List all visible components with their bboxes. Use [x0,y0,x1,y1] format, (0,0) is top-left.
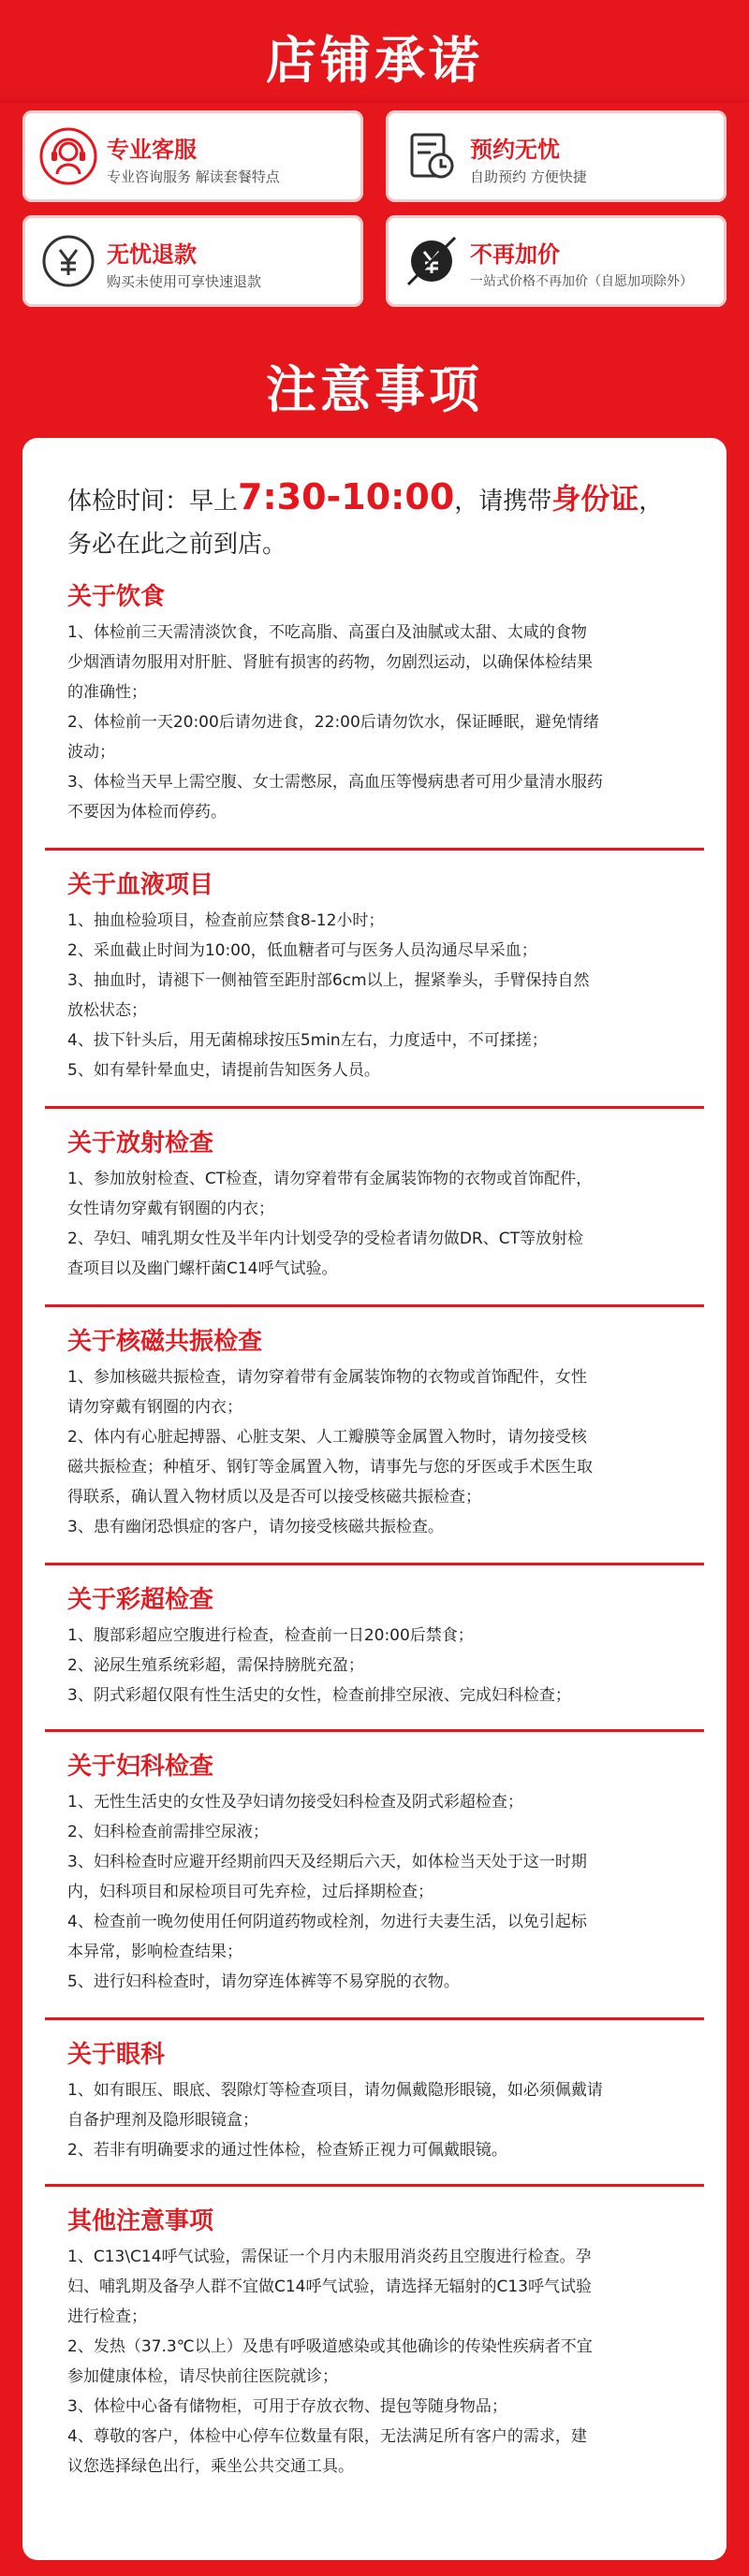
promise-card-title: 预约无忧 [470,137,560,163]
section-divider [45,1304,704,1307]
section-item: 3、抽血时，请褪下一侧袖管至距肘部6cm以上，握紧拳头，手臂保持自然 [67,971,590,990]
section-item: 2、若非有明确要求的通过性体检，检查矫正视力可佩戴眼镜。 [67,2141,507,2160]
notes-title: 注意事项 [266,360,483,419]
exam-time-end: ， [639,488,664,516]
section-item: 2、孕妇、哺乳期女性及半年内计划受孕的受检者请勿做DR、CT等放射检 [67,1230,583,1248]
id-card-emphasis: 身份证 [551,483,639,517]
section-divider [45,2184,704,2187]
section-title: 关于放射检查 [67,1129,214,1157]
section-item: 妇、哺乳期及备孕人群不宜做C14呼气试验，请选择无辐射的C13呼气试验 [67,2278,593,2296]
section-title: 关于核磁共振检查 [67,1328,263,1356]
exam-time-notice [67,475,685,566]
section-item: 查项目以及幽门螺杆菌C14呼气试验。 [67,1259,338,1278]
headset-service-icon [39,127,97,185]
section-item: 议您选择绿色出行，乘坐公共交通工具。 [67,2457,354,2476]
section-item: 1、如有眼压、眼底、裂隙灯等检查项目，请勿佩戴隐形眼镜，如必须佩戴请 [67,2081,603,2100]
section-other [67,2201,685,2481]
section-mri [67,1321,685,1542]
section-item: 1、C13\C14呼气试验，需保证一个月内未服用消炎药且空腹进行检查。孕 [67,2248,592,2266]
section-title: 关于血液项目 [67,871,214,899]
section-item: 3、体检当天早上需空腹、女士需憋尿，高血压等慢病患者可用少量清水服药 [67,773,603,792]
section-title: 关于眼科 [67,2041,166,2069]
section-title: 关于饮食 [67,583,166,611]
section-item: 本异常，影响检查结果； [67,1943,242,1961]
section-gynecology [67,1746,685,1997]
section-item: 内，妇科项目和尿检项目可先弃检，过后择期检查； [67,1883,433,1901]
section-item: 1、体检前三天需清淡饮食，不吃高脂、高蛋白及油腻或太甜、太咸的食物 [67,623,587,642]
section-item: 波动； [67,743,115,762]
promise-card-subtitle: 自助预约 方便快捷 [470,168,587,185]
section-item: 参加健康体检，请尽快前往医院就诊； [67,2367,338,2386]
section-item: 3、阴式彩超仅限有性生活史的女性，检查前排空尿液、完成妇科检查； [67,1686,571,1705]
section-item: 请勿穿戴有钢圈的内衣； [67,1398,242,1417]
calendar-clock-icon [403,127,461,185]
exam-time-label: 体检时间：早上 [67,488,239,516]
no-surcharge-icon [403,232,461,290]
section-item: 1、无性生活史的女性及孕妇请勿接受妇科检查及阴式彩超检查； [67,1793,523,1812]
promise-grid [22,110,727,307]
section-item: 2、采血截止时间为10:00，低血糖者可与医务人员沟通尽早采血； [67,941,537,960]
section-radiology [67,1123,685,1284]
section-title: 关于彩超检查 [67,1586,214,1614]
yen-refund-icon [39,232,97,290]
section-divider [45,1563,704,1565]
promise-card-title: 不再加价 [470,241,560,268]
section-item: 自备护理剂及隐形眼镜盒； [67,2111,258,2130]
section-item: 2、泌尿生殖系统彩超，需保持膀胱充盈； [67,1656,364,1675]
section-item: 1、参加放射检查、CT检查，请勿穿着带有金属装饰物的衣物或首饰配件， [67,1170,593,1188]
promise-card-service [22,110,363,202]
section-item: 不要因为体检而停药。 [67,803,227,822]
section-item: 3、体检中心备有储物柜，可用于存放衣物、提包等随身物品； [67,2397,507,2416]
section-divider [45,848,704,851]
promise-card-refund [22,215,363,307]
section-item: 2、体内有心脏起搏器、心脏支架、人工瓣膜等金属置入物时，请勿接受核 [67,1428,587,1447]
section-item: 1、腹部彩超应空腹进行检查，检查前一日20:00后禁食； [67,1626,474,1645]
section-divider [45,2017,704,2020]
section-item: 女性请勿穿戴有钢圈的内衣； [67,1200,274,1218]
notes-panel [22,438,727,2560]
section-item: 3、患有幽闭恐惧症的客户，请勿接受核磁共振检查。 [67,1518,444,1536]
section-title: 关于妇科检查 [67,1753,214,1781]
promise-card-subtitle: 购买未使用可享快速退款 [107,273,262,290]
promise-card-title: 专业客服 [107,137,197,163]
section-item: 放松状态； [67,1001,147,1020]
section-item: 磁共振检查；种植牙、钢钉等金属置入物，请事先与您的牙医或手术医生取 [67,1458,593,1477]
section-divider [45,1729,704,1732]
section-item: 进行检查； [67,2307,147,2326]
section-item: 5、如有晕针晕血史，请提前告知医务人员。 [67,1061,380,1080]
section-diet [67,576,685,827]
section-item: 4、检查前一晚勿使用任何阴道药物或栓剂，勿进行夫妻生活，以免引起标 [67,1913,587,1931]
promise-card-booking [386,110,727,202]
section-item: 1、抽血检验项目，检查前应禁食8-12小时； [67,911,385,930]
section-item: 5、进行妇科检查时，请勿穿连体裤等不易穿脱的衣物。 [67,1972,460,1991]
section-title: 其他注意事项 [67,2207,214,2235]
section-item: 4、拔下针头后，用无菌棉球按压5min左右，力度适中，不可揉搓； [67,1031,548,1050]
promise-card-no-surcharge [386,215,727,307]
section-divider [45,1106,704,1109]
section-item: 2、发热（37.3℃以上）及患有呼吸道感染或其他确诊的传染性疾病者不宜 [67,2337,593,2356]
section-item: 4、尊敬的客户，体检中心停车位数量有限，无法满足所有客户的需求，建 [67,2427,587,2446]
section-item: 得联系，确认置入物材质以及是否可以接受核磁共振检查； [67,1488,481,1506]
section-ophthalmology [67,2034,685,2165]
section-item: 2、妇科检查前需排空尿液； [67,1823,269,1841]
promise-card-subtitle: 一站式价格不再加价（自愿加项除外） [470,274,693,289]
section-item: 的准确性； [67,683,147,702]
promise-card-title: 无忧退款 [107,241,197,268]
promise-card-subtitle: 专业咨询服务 解读套餐特点 [107,168,280,185]
exam-time-mid: ，请携带 [454,488,552,516]
section-item: 3、妇科检查时应避开经期前四天及经期后六天，如体检当天处于这一时期 [67,1853,587,1871]
section-ultrasound [67,1579,685,1710]
promise-title: 店铺承诺 [266,31,483,90]
section-item: 1、参加核磁共振检查，请勿穿着带有金属装饰物的衣物或首饰配件，女性 [67,1368,587,1387]
section-item: 少烟酒请勿服用对肝脏、肾脏有损害的药物，勿剧烈运动，以确保体检结果 [67,653,593,672]
exam-time-line2: 务必在此之前到店。 [67,531,287,559]
section-item: 2、体检前一天20:00后请勿进食，22:00后请勿饮水，保证睡眠，避免情绪 [67,713,599,732]
section-blood [67,865,685,1085]
exam-time-value: 7:30-10:00 [238,476,455,517]
